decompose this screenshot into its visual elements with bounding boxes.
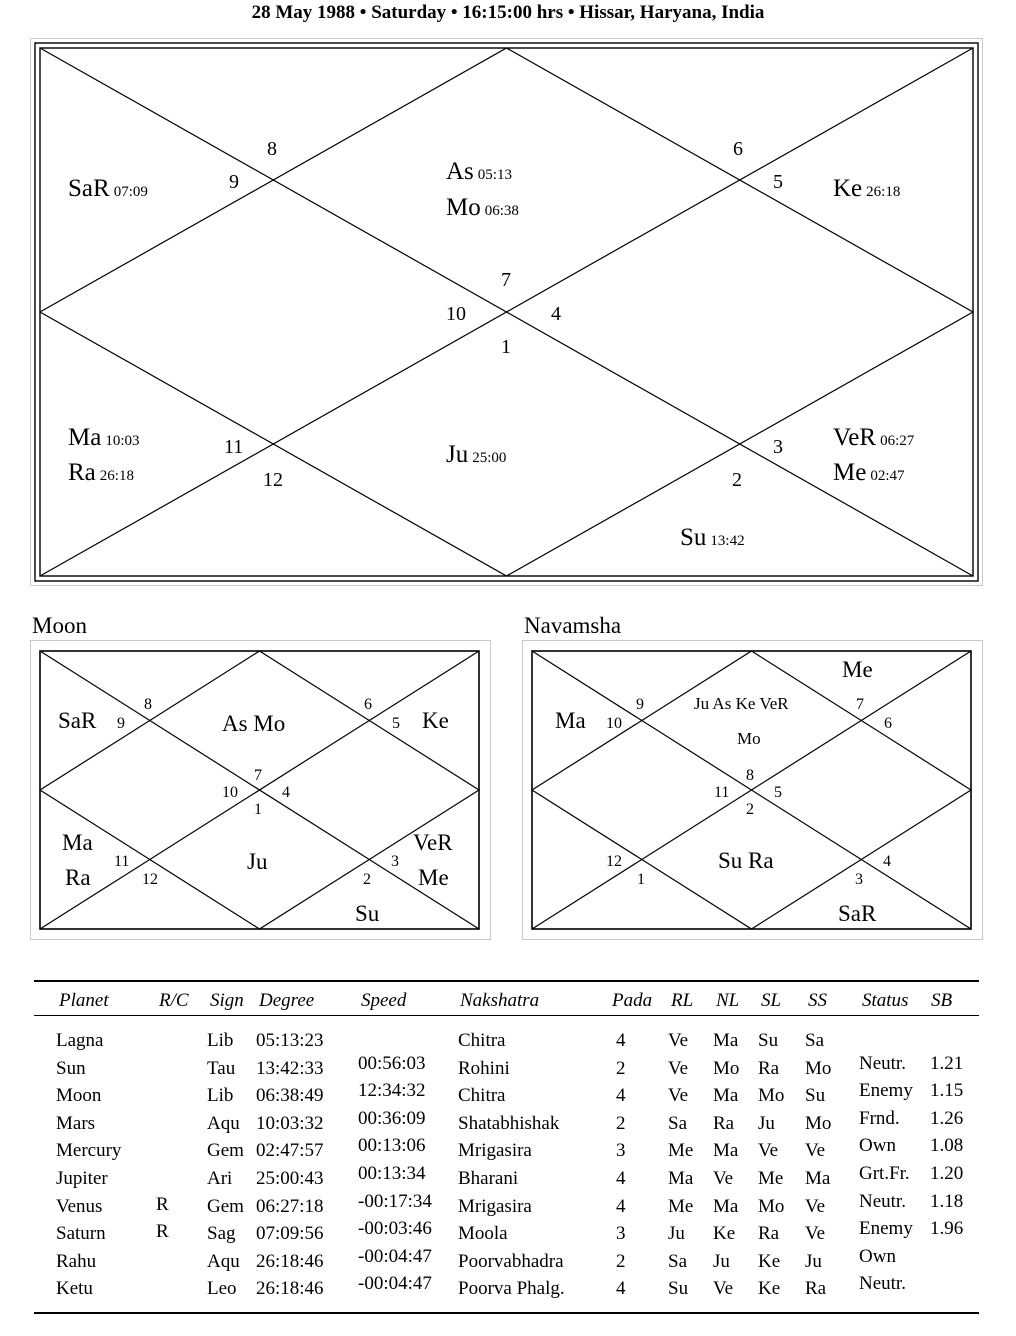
- navamsha-planet-label: Mo: [737, 729, 761, 748]
- planet-degree: 10:03: [105, 433, 140, 449]
- navamsha-planet-label: SaR: [838, 901, 877, 926]
- moon-chart: [30, 640, 491, 940]
- table-cell-speed: 00:13:34: [358, 1163, 426, 1184]
- table-cell-degree: 05:13:23: [256, 1030, 324, 1051]
- rasi-planet-entry: [68, 425, 140, 450]
- planet-degree: 13:42: [710, 533, 745, 549]
- table-cell-sign: Lib: [207, 1030, 234, 1051]
- table-cell-degree: 02:47:57: [256, 1140, 324, 1162]
- planet-degree: 06:27: [880, 433, 915, 449]
- table-cell-status: Neutr.: [859, 1052, 906, 1074]
- moon-planet-label: Ju: [247, 849, 268, 874]
- column-header-nl: NL: [716, 990, 740, 1011]
- table-cell-planet: Moon: [56, 1085, 102, 1107]
- table-cell-sign: Gem: [207, 1195, 244, 1217]
- table-cell-sb: 1.20: [930, 1163, 964, 1184]
- table-cell-sb: 1.18: [930, 1190, 964, 1212]
- column-header-sign: Sign: [210, 990, 244, 1011]
- table-cell-pada: 4: [616, 1168, 626, 1189]
- table-bottom-rule: [34, 1312, 979, 1314]
- table-cell-sl: Me: [758, 1168, 784, 1189]
- navamsha-house-number: 1: [637, 871, 645, 888]
- navamsha-house-number: 9: [636, 696, 644, 713]
- navamsha-planet-label: Ma: [555, 708, 586, 733]
- moon-house-number: 8: [144, 696, 152, 713]
- table-cell-sl: Ke: [758, 1250, 781, 1272]
- column-header-rl: RL: [671, 990, 694, 1011]
- table-cell-rl: Su: [668, 1278, 689, 1300]
- table-cell-nakshatra: Bharani: [458, 1168, 519, 1189]
- table-cell-nakshatra: Poorvabhadra: [458, 1250, 564, 1272]
- rasi-chart-diagram: [30, 38, 983, 586]
- rasi-house-number: 3: [773, 436, 783, 458]
- navamsha-house-number: 3: [855, 871, 863, 888]
- column-header-pada: Pada: [612, 990, 653, 1011]
- table-header-rule: [34, 1015, 979, 1016]
- planet-degree: 26:18: [99, 468, 134, 484]
- planet-degree: 25:00: [472, 450, 507, 466]
- table-top-rule: [34, 980, 979, 982]
- rasi-house-number: 6: [733, 138, 743, 160]
- rasi-planet-entry: [446, 159, 512, 184]
- table-cell-status: Own: [859, 1245, 896, 1267]
- table-cell-speed: 00:56:03: [358, 1052, 426, 1074]
- table-cell-speed: 12:34:32: [358, 1080, 426, 1102]
- column-header-sl: SL: [761, 990, 782, 1011]
- table-cell-ss: Su: [805, 1085, 826, 1107]
- moon-house-number: 9: [117, 715, 125, 732]
- table-cell-sb: 1.15: [930, 1080, 964, 1102]
- table-cell-status: Grt.Fr.: [859, 1163, 910, 1184]
- table-cell-nakshatra: Moola: [458, 1223, 508, 1245]
- table-cell-planet: Lagna: [56, 1030, 104, 1051]
- rasi-house-number: 5: [773, 171, 783, 193]
- rasi-planet-entry: [680, 525, 745, 550]
- table-cell-sl: Mo: [758, 1085, 785, 1107]
- table-cell-degree: 06:38:49: [256, 1085, 324, 1107]
- moon-planet-label: As Mo: [222, 711, 286, 736]
- table-cell-rl: Ju: [668, 1223, 685, 1245]
- navamsha-house-number: 5: [774, 784, 782, 801]
- rasi-planet-entry: [833, 460, 905, 485]
- table-cell-status: Neutr.: [859, 1190, 906, 1212]
- table-cell-nl: Ve: [713, 1168, 734, 1189]
- table-cell-rl: Ve: [668, 1057, 689, 1079]
- rasi-house-number: 2: [732, 469, 742, 491]
- rasi-planet-entry: [833, 425, 914, 450]
- table-cell-sl: Ve: [758, 1140, 779, 1162]
- table-cell-ss: Ve: [805, 1140, 826, 1162]
- moon-planet-label: Ma: [62, 830, 93, 855]
- table-cell-pada: 4: [616, 1030, 626, 1051]
- table-cell-sl: Ra: [758, 1057, 780, 1079]
- table-cell-ss: Ra: [805, 1278, 827, 1300]
- moon-planet-label: Ke: [422, 708, 449, 733]
- navamsha-house-number: 10: [606, 715, 622, 732]
- navamsha-house-number: 8: [746, 767, 754, 784]
- table-cell-planet: Rahu: [56, 1250, 97, 1272]
- table-cell-planet: Saturn: [56, 1223, 106, 1245]
- table-cell-sb: 1.96: [930, 1218, 964, 1240]
- table-cell-nl: Ma: [713, 1195, 739, 1217]
- moon-planet-label: Su: [355, 901, 380, 926]
- rasi-planet-entry: [833, 176, 900, 201]
- table-cell-degree: 25:00:43: [256, 1168, 324, 1189]
- planet-name: Mo: [446, 194, 481, 221]
- table-cell-nl: Ma: [713, 1030, 739, 1051]
- column-header-speed: Speed: [361, 990, 407, 1011]
- moon-chart-diagram: [30, 640, 491, 940]
- table-cell-speed: -00:04:47: [358, 1245, 432, 1267]
- table-cell-status: Own: [859, 1135, 896, 1157]
- planet-degree: 02:47: [870, 468, 905, 484]
- column-header-status: Status: [862, 990, 909, 1011]
- table-cell-sb: 1.21: [930, 1052, 964, 1074]
- navamsha-chart-title: Navamsha: [524, 613, 622, 638]
- rasi-house-number: 8: [267, 138, 277, 160]
- planet-details-table: [34, 980, 979, 1314]
- table-cell-planet: Sun: [56, 1057, 86, 1079]
- table-cell-sl: Ke: [758, 1278, 781, 1300]
- table-cell-nakshatra: Poorva Phalg.: [458, 1278, 565, 1300]
- rasi-house-number: 1: [501, 336, 511, 358]
- navamsha-house-number: 2: [746, 801, 754, 818]
- table-cell-degree: 26:18:46: [256, 1250, 324, 1272]
- rasi-planet-entry: [446, 195, 519, 220]
- table-cell-nakshatra: Mrigasira: [458, 1195, 532, 1217]
- table-cell-nakshatra: Chitra: [458, 1030, 506, 1051]
- table-cell-speed: 00:13:06: [358, 1135, 426, 1157]
- table-cell-rc: R: [156, 1193, 169, 1215]
- table-cell-status: Enemy: [859, 1080, 913, 1102]
- table-cell-rl: Me: [668, 1140, 694, 1162]
- table-cell-sign: Aqu: [207, 1112, 240, 1134]
- table-cell-pada: 3: [616, 1223, 626, 1245]
- table-cell-nakshatra: Rohini: [458, 1057, 510, 1079]
- moon-house-number: 7: [254, 767, 262, 784]
- planet-name: Ra: [68, 459, 96, 486]
- moon-house-number: 11: [114, 853, 130, 870]
- table-cell-rl: Ve: [668, 1085, 689, 1107]
- table-cell-planet: Ketu: [56, 1278, 93, 1300]
- table-cell-sign: Sag: [207, 1223, 236, 1245]
- rasi-house-number: 10: [446, 303, 466, 325]
- moon-house-number: 2: [363, 871, 371, 888]
- table-cell-planet: Mercury: [56, 1140, 122, 1162]
- table-cell-nakshatra: Chitra: [458, 1085, 506, 1107]
- table-cell-ss: Ju: [805, 1250, 822, 1272]
- moon-planet-label: VeR: [413, 830, 453, 855]
- moon-house-number: 6: [364, 696, 372, 713]
- moon-planet-label: Me: [418, 865, 449, 890]
- rasi-house-number: 11: [224, 436, 244, 458]
- table-cell-sl: Ju: [758, 1112, 775, 1134]
- moon-chart-title: Moon: [32, 613, 87, 638]
- table-cell-ss: Ve: [805, 1195, 826, 1217]
- rasi-house-number: 9: [229, 171, 239, 193]
- table-cell-sign: Leo: [207, 1278, 237, 1300]
- table-cell-nl: Ke: [713, 1223, 736, 1245]
- table-cell-sign: Tau: [207, 1057, 236, 1079]
- table-cell-speed: -00:03:46: [358, 1218, 432, 1240]
- table-cell-nl: Ju: [713, 1250, 730, 1272]
- table-cell-rl: Sa: [668, 1112, 687, 1134]
- table-cell-pada: 3: [616, 1140, 626, 1162]
- table-cell-nakshatra: Mrigasira: [458, 1140, 532, 1162]
- table-cell-degree: 13:42:33: [256, 1057, 324, 1079]
- column-header-sb: SB: [931, 990, 953, 1011]
- navamsha-house-number: 12: [606, 853, 622, 870]
- column-header-degree: Degree: [259, 990, 315, 1011]
- table-cell-rc: R: [156, 1221, 169, 1243]
- table-cell-degree: 10:03:32: [256, 1112, 324, 1134]
- planet-degree: 07:09: [113, 184, 148, 200]
- planet-name: Ju: [446, 441, 469, 468]
- navamsha-house-number: 7: [856, 696, 864, 713]
- table-cell-pada: 4: [616, 1085, 626, 1107]
- moon-house-number: 10: [222, 784, 238, 801]
- table-cell-sl: Su: [758, 1030, 779, 1051]
- table-cell-sign: Lib: [207, 1085, 234, 1107]
- moon-house-number: 5: [392, 715, 400, 732]
- navamsha-planet-label: Me: [842, 657, 873, 682]
- table-cell-nl: Ra: [713, 1112, 735, 1134]
- moon-planet-label: SaR: [58, 708, 97, 733]
- table-cell-degree: 06:27:18: [256, 1195, 324, 1217]
- table-cell-planet: Mars: [56, 1112, 96, 1134]
- table-cell-speed: -00:17:34: [358, 1190, 432, 1212]
- table-cell-ss: Ma: [805, 1168, 831, 1189]
- table-cell-sb: 1.26: [930, 1107, 964, 1129]
- moon-planet-label: Ra: [65, 865, 91, 890]
- moon-house-number: 12: [142, 871, 158, 888]
- table-cell-rl: Ve: [668, 1030, 689, 1051]
- navamsha-house-number: 6: [884, 715, 892, 732]
- table-cell-planet: Venus: [56, 1195, 103, 1217]
- table-cell-pada: 2: [616, 1112, 626, 1134]
- table-cell-ss: Ve: [805, 1223, 826, 1245]
- planet-degree: 05:13: [477, 167, 512, 183]
- chart-header: 28 May 1988 • Saturday • 16:15:00 hrs • Hissar, Haryana, India: [251, 2, 765, 23]
- column-header-nakshatra: Nakshatra: [460, 990, 540, 1011]
- planet-name: SaR: [68, 175, 110, 202]
- navamsha-planet-label: Ju As Ke VeR: [694, 694, 789, 713]
- table-cell-nl: Mo: [713, 1057, 740, 1079]
- table-cell-speed: 00:36:09: [358, 1107, 426, 1129]
- planet-degree: 26:18: [866, 184, 901, 200]
- table-cell-rl: Me: [668, 1195, 694, 1217]
- table-cell-pada: 4: [616, 1278, 626, 1300]
- table-cell-sl: Mo: [758, 1195, 785, 1217]
- table-cell-speed: -00:04:47: [358, 1273, 432, 1295]
- table-cell-nl: Ma: [713, 1140, 739, 1162]
- table-cell-rl: Sa: [668, 1250, 687, 1272]
- moon-house-number: 4: [282, 784, 290, 801]
- rasi-chart: [30, 38, 983, 586]
- table-cell-status: Enemy: [859, 1218, 913, 1240]
- rasi-planet-entry: [68, 460, 134, 485]
- navamsha-house-number: 4: [883, 853, 891, 870]
- table-cell-rl: Ma: [668, 1168, 694, 1189]
- table-cell-pada: 2: [616, 1250, 626, 1272]
- planet-name: Me: [833, 459, 867, 486]
- navamsha-house-number: 11: [714, 784, 730, 801]
- table-cell-ss: Sa: [805, 1030, 824, 1051]
- table-cell-status: Frnd.: [859, 1107, 900, 1129]
- rasi-house-number: 7: [501, 269, 511, 291]
- table-cell-degree: 07:09:56: [256, 1223, 324, 1245]
- planet-name: VeR: [833, 424, 877, 451]
- rasi-house-number: 4: [551, 303, 561, 325]
- table-cell-sign: Aqu: [207, 1250, 240, 1272]
- rasi-planet-entry: [68, 176, 148, 201]
- planet-name: Ke: [833, 175, 863, 202]
- table-cell-pada: 2: [616, 1057, 626, 1079]
- table-cell-sb: 1.08: [930, 1135, 964, 1157]
- table-cell-sl: Ra: [758, 1223, 780, 1245]
- table-cell-ss: Mo: [805, 1112, 832, 1134]
- table-cell-degree: 26:18:46: [256, 1278, 324, 1300]
- table-cell-sign: Gem: [207, 1140, 244, 1162]
- planet-name: Ma: [68, 424, 102, 451]
- rasi-planet-entry: [446, 442, 506, 467]
- table-cell-nl: Ma: [713, 1085, 739, 1107]
- table-cell-planet: Jupiter: [56, 1168, 108, 1189]
- table-cell-sign: Ari: [207, 1168, 233, 1189]
- planet-name: Su: [680, 524, 707, 551]
- moon-house-number: 3: [391, 853, 399, 870]
- table-cell-nakshatra: Shatabhishak: [458, 1112, 560, 1134]
- table-cell-status: Neutr.: [859, 1273, 906, 1295]
- column-header-ss: SS: [808, 990, 827, 1011]
- navamsha-chart: [522, 640, 983, 940]
- planet-name: As: [446, 158, 474, 185]
- column-header-planet: Planet: [59, 990, 109, 1011]
- table-cell-pada: 4: [616, 1195, 626, 1217]
- rasi-house-number: 12: [263, 469, 283, 491]
- table-cell-nl: Ve: [713, 1278, 734, 1300]
- column-header-rc: R/C: [159, 990, 189, 1011]
- table-cell-ss: Mo: [805, 1057, 832, 1079]
- navamsha-chart-diagram: [522, 640, 983, 940]
- navamsha-planet-label: Su Ra: [718, 848, 774, 873]
- moon-house-number: 1: [254, 801, 262, 818]
- planet-degree: 06:38: [484, 203, 519, 219]
